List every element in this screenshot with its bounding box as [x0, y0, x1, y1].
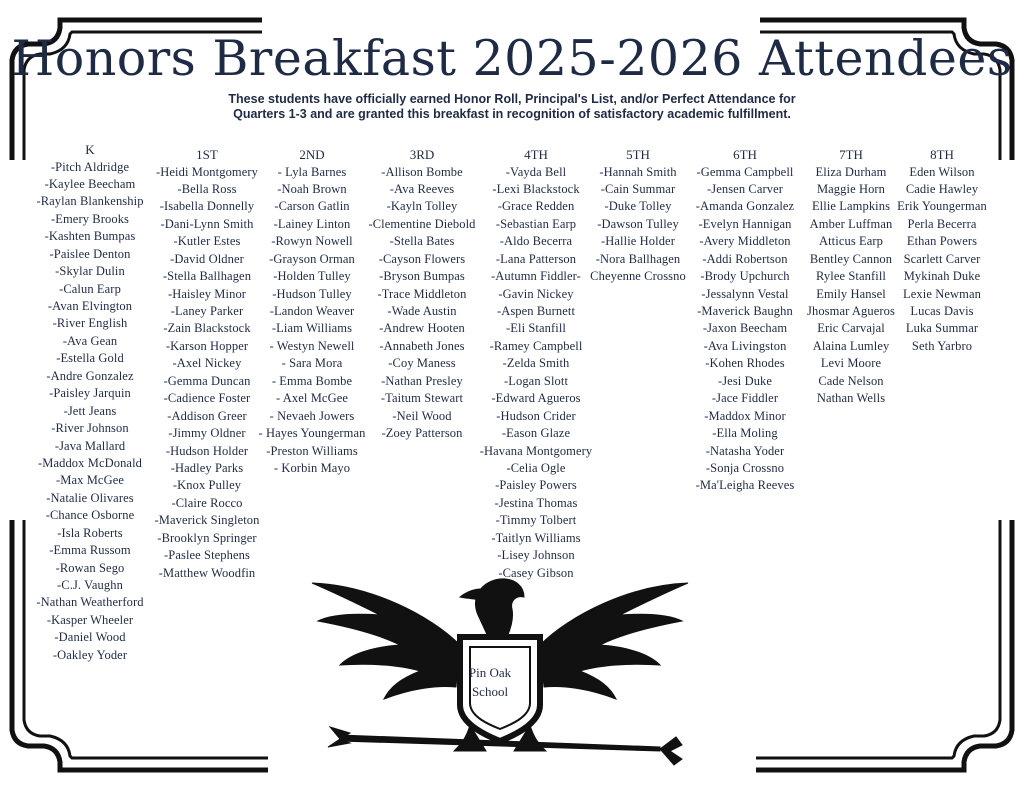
subtitle-line-1: These students have officially earned Honor Roll, Principal's List, and/or Perfect Attendance for	[228, 92, 796, 106]
grade-column-2nd	[252, 146, 372, 477]
student-name: Emily Hansel	[816, 286, 886, 301]
student-name: -Jimmy Oldner	[168, 426, 246, 441]
student-name: -Aspen Burnett	[496, 304, 576, 318]
student-name: -Logan Slott	[503, 373, 569, 388]
student-name: -Ava Gean	[62, 333, 118, 348]
student-name: -Avery Middleton	[699, 234, 791, 249]
student-name: -Jett Jeans	[63, 403, 117, 418]
student-name: -Ava Livingston	[703, 338, 787, 353]
student-name: -Kasper Wheeler	[46, 612, 134, 627]
student-name: -Paisley Powers	[495, 478, 577, 493]
student-name: Maggie Horn	[816, 181, 886, 196]
page-title: Honors Breakfast 2025-2026 Attendees	[11, 30, 1013, 87]
student-name: -Nathan Weatherford	[36, 595, 144, 610]
student-name: -Amanda Gonzalez	[695, 199, 795, 214]
student-name: -Annabeth Jones	[379, 338, 465, 353]
student-name: -Axel Nickey	[172, 356, 242, 371]
student-name: -Paisley Jarquin	[49, 386, 131, 401]
student-name: -Lana Patterson	[495, 251, 577, 266]
student-name: -Maddox Minor	[704, 408, 786, 423]
student-name: Lucas Davis	[910, 304, 974, 318]
student-name: -Addison Greer	[167, 408, 247, 423]
student-name: -Kutler Estes	[173, 234, 241, 249]
student-name: - Hayes Youngerman	[258, 426, 366, 441]
student-name: -Emma Russom	[49, 543, 131, 558]
student-name: -Sonja Crossno	[705, 460, 785, 475]
grade-heading: 8TH	[930, 147, 954, 162]
student-name: -Allison Bombe	[381, 164, 463, 179]
student-name: Amber Luffman	[809, 216, 893, 231]
student-name: -Lexi Blackstock	[492, 181, 580, 196]
student-name: -Lainey Linton	[273, 216, 351, 231]
student-name: -Max McGee	[56, 473, 124, 488]
student-name: -Hudson Crider	[496, 408, 576, 423]
student-name: - Axel McGee	[275, 391, 348, 406]
student-name: -Gemma Campbell	[696, 164, 794, 179]
student-name: -Laney Parker	[170, 304, 244, 318]
student-name: -Gavin Nickey	[498, 286, 574, 301]
student-name: -Hudson Holder	[165, 443, 249, 458]
grade-heading: 1ST	[196, 147, 218, 162]
student-name: - Emma Bombe	[271, 373, 353, 388]
student-name: -Maverick Singleton	[154, 513, 260, 528]
student-name: -Skylar Dulin	[55, 264, 125, 279]
student-name: Cheyenne Crossno	[590, 269, 686, 284]
student-name: Mykinah Duke	[903, 269, 981, 284]
grade-column-k	[30, 141, 150, 664]
student-name: -Eason Glaze	[501, 426, 571, 441]
grade-heading: 3RD	[409, 147, 435, 162]
student-name: -Duke Tolley	[604, 199, 672, 214]
student-name: - Lyla Barnes	[277, 164, 347, 179]
student-name: -Brody Upchurch	[700, 269, 790, 284]
grade-column-3rd	[362, 146, 482, 443]
student-name: -Natasha Yoder	[705, 443, 785, 458]
student-name: -Eli Stanfill	[506, 321, 566, 336]
student-name: -Heidi Montgomery	[155, 164, 259, 179]
student-name: -Haisley Minor	[167, 286, 247, 301]
student-name: -Ella Moling	[712, 426, 778, 441]
student-name: -Aldo Becerra	[499, 234, 573, 249]
student-name: -Jestina Thomas	[494, 495, 578, 510]
student-name: Scarlett Carver	[903, 251, 981, 266]
student-name: -Trace Middleton	[377, 286, 467, 301]
student-name: -Clementine Diebold	[368, 216, 476, 231]
student-name: Jhosmar Agueros	[807, 304, 895, 318]
student-name: -Noah Brown	[277, 181, 347, 196]
student-name: -Paslee Stephens	[164, 548, 250, 563]
student-name: -Isabella Donnelly	[159, 199, 255, 214]
student-name: -Hallie Holder	[601, 234, 675, 249]
student-name: Eden Wilson	[909, 164, 975, 179]
student-name: -Sebastian Earp	[495, 216, 577, 231]
student-name: -Jesi Duke	[717, 373, 773, 388]
student-name: -Edward Agueros	[491, 391, 581, 406]
student-name: -Estella Gold	[56, 351, 124, 366]
grade-heading: 6TH	[733, 147, 757, 162]
student-name: Ethan Powers	[906, 234, 978, 249]
student-name: -Jaxon Beecham	[702, 321, 788, 336]
student-name: -Timmy Tolbert	[495, 513, 577, 528]
student-name: Erik Youngerman	[897, 199, 987, 214]
student-name: -Rowan Sego	[55, 560, 125, 575]
student-name: -Maverick Baughn	[697, 304, 793, 318]
student-name: Ellie Lampkins	[811, 199, 891, 214]
student-name: -Neil Wood	[392, 408, 452, 423]
student-name: -Wade Austin	[387, 304, 457, 318]
student-name: -Maddox McDonald	[37, 455, 142, 470]
student-name: Perla Becerra	[907, 216, 977, 231]
student-name: - Nevaeh Jowers	[269, 408, 355, 423]
student-name: -Raylan Blankenship	[36, 194, 144, 209]
subtitle	[190, 92, 834, 121]
student-name: -Kayln Tolley	[386, 199, 458, 214]
student-name: Rylee Stanfill	[816, 269, 886, 284]
student-name: -Dawson Tulley	[597, 216, 679, 231]
student-name: Luka Summar	[905, 321, 979, 336]
school-name-line-2: School	[471, 684, 509, 699]
student-name: -Avan Elvington	[47, 299, 133, 313]
student-name: -Hadley Parks	[170, 460, 244, 475]
grade-heading: 2ND	[299, 147, 325, 162]
student-name: -Celia Ogle	[506, 460, 566, 475]
student-name: -Hudson Tulley	[272, 286, 352, 301]
grade-heading: K	[85, 142, 95, 157]
student-name: -Zain Blackstock	[163, 321, 251, 336]
student-name: -Kashten Bumpas	[44, 229, 136, 244]
student-name: -Matthew Woodfin	[158, 565, 256, 580]
student-name: -Cadience Foster	[163, 391, 251, 406]
student-name: -River Johnson	[51, 421, 129, 436]
student-name: Eliza Durham	[815, 164, 887, 179]
student-name: -Carson Gatlin	[274, 199, 350, 214]
school-name	[460, 663, 520, 701]
student-name: -Vayda Bell	[505, 164, 567, 179]
student-name: -Nora Ballhagen	[595, 251, 681, 266]
student-name: Nathan Wells	[816, 391, 886, 406]
student-name: -Zelda Smith	[502, 356, 570, 371]
student-name: Seth Yarbro	[911, 338, 973, 353]
student-name: -Andre Gonzalez	[46, 368, 134, 383]
student-name: -Lisey Johnson	[497, 548, 575, 563]
student-name: -Brooklyn Springer	[157, 530, 257, 545]
student-name: -Addi Robertson	[702, 251, 788, 266]
grade-column-6th	[685, 146, 805, 495]
student-name: Lexie Newman	[903, 286, 981, 301]
student-name: -Java Mallard	[54, 438, 126, 453]
student-name: Alaina Lumley	[812, 338, 890, 353]
grade-column-1st	[147, 146, 267, 582]
student-name: -Kaylee Beecham	[44, 176, 136, 191]
student-name: -David Oldner	[170, 251, 244, 266]
student-name: -River English	[52, 316, 128, 331]
grade-column-5th	[578, 146, 698, 286]
grade-column-8th	[882, 146, 1002, 355]
student-name: Eric Carvajal	[817, 321, 885, 336]
student-name: -Jace Fiddler	[711, 391, 779, 406]
subtitle-line-2: Quarters 1-3 and are granted this breakfast in recognition of satisfactory academic fulfillment.	[233, 106, 791, 121]
student-name: -Holden Tulley	[273, 269, 351, 284]
student-name: -Landon Weaver	[269, 304, 355, 318]
student-name: -Stella Bates	[389, 234, 455, 249]
student-name: -C.J. Vaughn	[57, 578, 123, 592]
student-name: -Nathan Presley	[381, 373, 463, 388]
student-name: -Ava Reeves	[389, 181, 455, 196]
student-name: -Andrew Hooten	[379, 321, 465, 336]
student-name: -Pitch Aldridge	[50, 159, 130, 174]
student-name: -Ramey Campbell	[489, 338, 583, 353]
student-name: Cade Nelson	[818, 373, 884, 388]
student-name: -Havana Montgomery	[479, 443, 593, 458]
student-name: -Dani-Lynn Smith	[160, 216, 254, 231]
student-name: - Sara Mora	[281, 356, 343, 371]
grade-heading: 4TH	[524, 147, 548, 162]
student-name: Atticus Earp	[818, 234, 884, 249]
student-name: -Jensen Carver	[706, 181, 784, 196]
student-name: -Grace Redden	[497, 199, 575, 214]
student-name: -Rowyn Nowell	[271, 234, 353, 249]
student-name: -Hannah Smith	[599, 164, 677, 179]
student-name: -Zoey Patterson	[381, 426, 463, 441]
grade-heading: 5TH	[626, 147, 650, 162]
student-name: -Taitlyn Williams	[491, 530, 581, 545]
student-name: -Cain Summar	[600, 181, 676, 196]
grade-heading: 7TH	[839, 147, 863, 162]
student-name: -Paislee Denton	[49, 246, 131, 261]
student-name: -Jessalynn Vestal	[701, 286, 789, 301]
student-name: -Gemma Duncan	[163, 373, 251, 388]
student-name: -Coy Maness	[388, 356, 456, 371]
student-name: -Oakley Yoder	[52, 647, 128, 662]
student-name: -Taitum Stewart	[380, 391, 464, 406]
student-name: -Cayson Flowers	[378, 251, 466, 266]
student-name: Bentley Cannon	[809, 251, 893, 266]
student-name: -Preston Williams	[266, 443, 358, 458]
student-name: -Daniel Wood	[54, 630, 126, 645]
student-name: -Emery Brooks	[50, 211, 130, 226]
student-name: -Grayson Orman	[269, 251, 355, 266]
student-name: Cadie Hawley	[905, 181, 979, 196]
student-name: -Claire Rocco	[171, 495, 243, 510]
student-name: -Bella Ross	[177, 181, 237, 196]
student-name: -Knox Pulley	[172, 478, 242, 493]
student-name: -Stella Ballhagen	[162, 269, 252, 284]
student-name: -Natalie Olivares	[46, 490, 134, 505]
student-name: - Westyn Newell	[269, 338, 355, 353]
student-name: -Casey Gibson	[498, 565, 574, 580]
student-name: Levi Moore	[820, 356, 882, 371]
student-name: -Evelyn Hannigan	[698, 216, 792, 231]
student-name: -Bryson Bumpas	[379, 269, 465, 284]
student-name: -Kohen Rhodes	[705, 356, 785, 371]
school-name-line-1: Pin Oak	[468, 665, 512, 680]
student-name: -Liam Williams	[271, 321, 353, 336]
student-name: -Chance Osborne	[45, 508, 135, 523]
student-name: -Calun Earp	[59, 281, 121, 296]
student-name: - Korbin Mayo	[273, 460, 351, 475]
student-name: -Isla Roberts	[57, 525, 123, 540]
student-name: -Autumn Fiddler-	[491, 269, 581, 284]
student-name: -Ma'Leigha Reeves	[695, 478, 795, 493]
student-name: -Karson Hopper	[165, 338, 249, 353]
